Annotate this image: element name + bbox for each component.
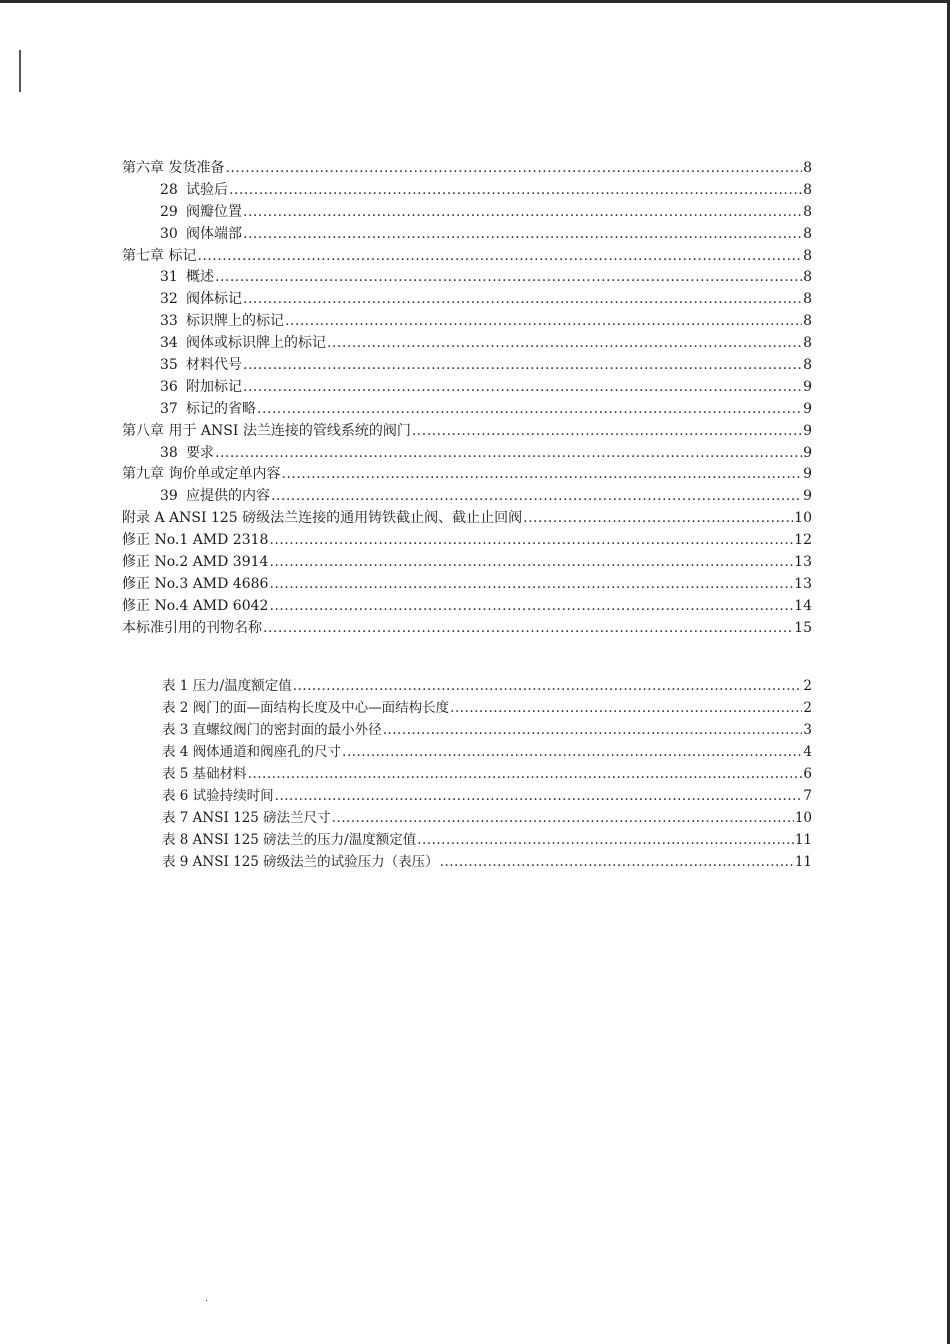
dot-leader <box>285 311 802 333</box>
scan-speck: · <box>205 1296 209 1307</box>
scan-mark <box>19 50 21 92</box>
page-number: 8 <box>803 181 812 198</box>
entry-title: 第八章 用于 ANSI 法兰连接的管线系统的阀门 <box>122 422 411 439</box>
page-number: 8 <box>803 247 812 264</box>
page-number: 10 <box>794 810 812 826</box>
entry-title: 附加标记 <box>186 378 242 395</box>
page-number: 9 <box>803 466 812 483</box>
entry-title: 修正 No.3 AMD 4686 <box>122 575 269 592</box>
dot-leader <box>243 224 802 246</box>
page-number: 2 <box>803 700 812 716</box>
tables-entry <box>162 763 812 785</box>
dot-leader <box>342 741 802 763</box>
entry-title: 材料代号 <box>186 357 242 374</box>
page-number: 8 <box>803 357 812 374</box>
entry-title: 表 7 ANSI 125 磅法兰尺寸 <box>162 810 331 826</box>
dot-leader <box>293 675 803 697</box>
page-number: 12 <box>794 532 812 549</box>
dot-leader <box>281 464 802 486</box>
tables-entry <box>162 697 812 719</box>
dot-leader <box>275 785 803 807</box>
toc-entry <box>122 377 812 399</box>
page-number: 8 <box>803 269 812 286</box>
page-number: 9 <box>803 378 812 395</box>
page-number: 13 <box>794 575 812 592</box>
page-number: 9 <box>803 422 812 439</box>
dot-leader <box>412 421 802 443</box>
page-number: 10 <box>794 510 812 527</box>
toc-entry <box>122 333 812 355</box>
entry-title: 表 9 ANSI 125 磅级法兰的试验压力（表压） <box>162 854 439 870</box>
entry-title: 修正 No.2 AMD 3914 <box>122 554 269 571</box>
entry-title: 本标准引用的刊物名称 <box>122 619 262 636</box>
toc-entry <box>122 530 812 552</box>
toc-entry <box>122 443 812 465</box>
table-of-contents <box>122 158 812 640</box>
toc-entry <box>122 311 812 333</box>
entry-title: 表 2 阀门的面—面结构长度及中心—面结构长度 <box>162 700 450 716</box>
entry-number: 37 <box>160 400 178 417</box>
entry-title: 应提供的内容 <box>186 488 270 505</box>
toc-entry <box>122 246 812 268</box>
dot-leader <box>440 851 794 873</box>
dot-leader <box>327 333 802 355</box>
page-number: 13 <box>794 554 812 571</box>
tables-entry <box>162 785 812 807</box>
toc-entry <box>122 508 812 530</box>
page-number: 4 <box>803 744 812 760</box>
entry-number: 39 <box>160 488 178 505</box>
dot-leader <box>229 180 802 202</box>
dot-leader <box>243 289 802 311</box>
entry-title: 表 6 试验持续时间 <box>162 788 274 804</box>
toc-entry <box>122 618 812 640</box>
page-number: 8 <box>803 203 812 220</box>
entry-number: 36 <box>160 378 178 395</box>
toc-entry <box>122 289 812 311</box>
dot-leader <box>263 618 793 640</box>
entry-number: 31 <box>160 269 178 286</box>
toc-entry <box>122 552 812 574</box>
dot-leader <box>271 486 802 508</box>
page-number: 14 <box>794 597 812 614</box>
entry-number: 30 <box>160 225 178 242</box>
entry-title: 表 8 ANSI 125 磅法兰的压力/温度额定值 <box>162 832 417 848</box>
dot-leader <box>197 246 802 268</box>
toc-entry <box>122 421 812 443</box>
list-of-tables <box>162 675 812 873</box>
entry-title: 阀瓣位置 <box>186 203 242 220</box>
dot-leader <box>243 202 802 224</box>
entry-title: 附录 A ANSI 125 磅级法兰连接的通用铸铁截止阀、截止止回阀 <box>122 510 523 527</box>
dot-leader <box>269 530 793 552</box>
entry-title: 阀体端部 <box>186 225 242 242</box>
entry-title: 阀体或标识牌上的标记 <box>186 335 326 352</box>
entry-title: 概述 <box>186 269 214 286</box>
entry-title: 要求 <box>186 444 214 461</box>
page-number: 15 <box>794 619 812 636</box>
page-number: 9 <box>803 400 812 417</box>
toc-entry <box>122 180 812 202</box>
toc-entry <box>122 267 812 289</box>
dot-leader <box>215 443 802 465</box>
page-number: 9 <box>803 488 812 505</box>
entry-title: 阀体标记 <box>186 291 242 308</box>
dot-leader <box>332 807 794 829</box>
tables-entry <box>162 851 812 873</box>
page-number: 8 <box>803 313 812 330</box>
entry-title: 修正 No.1 AMD 2318 <box>122 532 269 549</box>
tables-entry <box>162 719 812 741</box>
dot-leader <box>225 158 802 180</box>
dot-leader <box>383 719 803 741</box>
entry-title: 表 1 压力/温度额定值 <box>162 678 292 694</box>
entry-title: 表 4 阀体通道和阀座孔的尺寸 <box>162 744 342 760</box>
tables-entry <box>162 675 812 697</box>
entry-number: 28 <box>160 181 178 198</box>
dot-leader <box>243 377 802 399</box>
entry-title: 修正 No.4 AMD 6042 <box>122 597 269 614</box>
entry-number: 32 <box>160 291 178 308</box>
dot-leader <box>523 508 793 530</box>
dot-leader <box>215 267 802 289</box>
tables-entry <box>162 829 812 851</box>
entry-title: 试验后 <box>186 181 228 198</box>
entry-title: 表 5 基础材料 <box>162 766 247 782</box>
toc-entry <box>122 486 812 508</box>
dot-leader <box>269 574 793 596</box>
page-number: 9 <box>803 444 812 461</box>
toc-entry <box>122 464 812 486</box>
toc-entry <box>122 224 812 246</box>
entry-number: 35 <box>160 357 178 374</box>
dot-leader <box>450 697 802 719</box>
entry-title: 第七章 标记 <box>122 247 197 264</box>
dot-leader <box>417 829 794 851</box>
toc-entry <box>122 202 812 224</box>
page-number: 8 <box>803 291 812 308</box>
toc-entry <box>122 596 812 618</box>
tables-entry <box>162 807 812 829</box>
page-number: 2 <box>803 678 812 694</box>
page-number: 3 <box>803 722 812 738</box>
toc-entry <box>122 399 812 421</box>
tables-entry <box>162 741 812 763</box>
toc-entry <box>122 574 812 596</box>
entry-number: 33 <box>160 313 178 330</box>
scan-edge-top <box>0 0 950 3</box>
entry-number: 38 <box>160 444 178 461</box>
entry-number: 29 <box>160 203 178 220</box>
page-number: 11 <box>794 854 812 870</box>
page-number: 8 <box>803 335 812 352</box>
dot-leader <box>243 355 802 377</box>
toc-entry <box>122 355 812 377</box>
page-number: 7 <box>803 788 812 804</box>
dot-leader <box>269 552 793 574</box>
entry-title: 第六章 发货准备 <box>122 160 225 176</box>
dot-leader <box>269 596 793 618</box>
entry-title: 第九章 询价单或定单内容 <box>122 466 281 483</box>
page-number: 11 <box>794 832 812 848</box>
page-number: 8 <box>803 160 812 176</box>
page-number: 6 <box>803 766 812 782</box>
entry-title: 标记的省略 <box>186 400 256 417</box>
entry-number: 34 <box>160 335 178 352</box>
entry-title: 标识牌上的标记 <box>186 313 284 330</box>
dot-leader <box>257 399 802 421</box>
page-number: 8 <box>803 225 812 242</box>
toc-entry <box>122 158 812 180</box>
entry-title: 表 3 直螺纹阀门的密封面的最小外径 <box>162 722 382 738</box>
dot-leader <box>248 763 803 785</box>
